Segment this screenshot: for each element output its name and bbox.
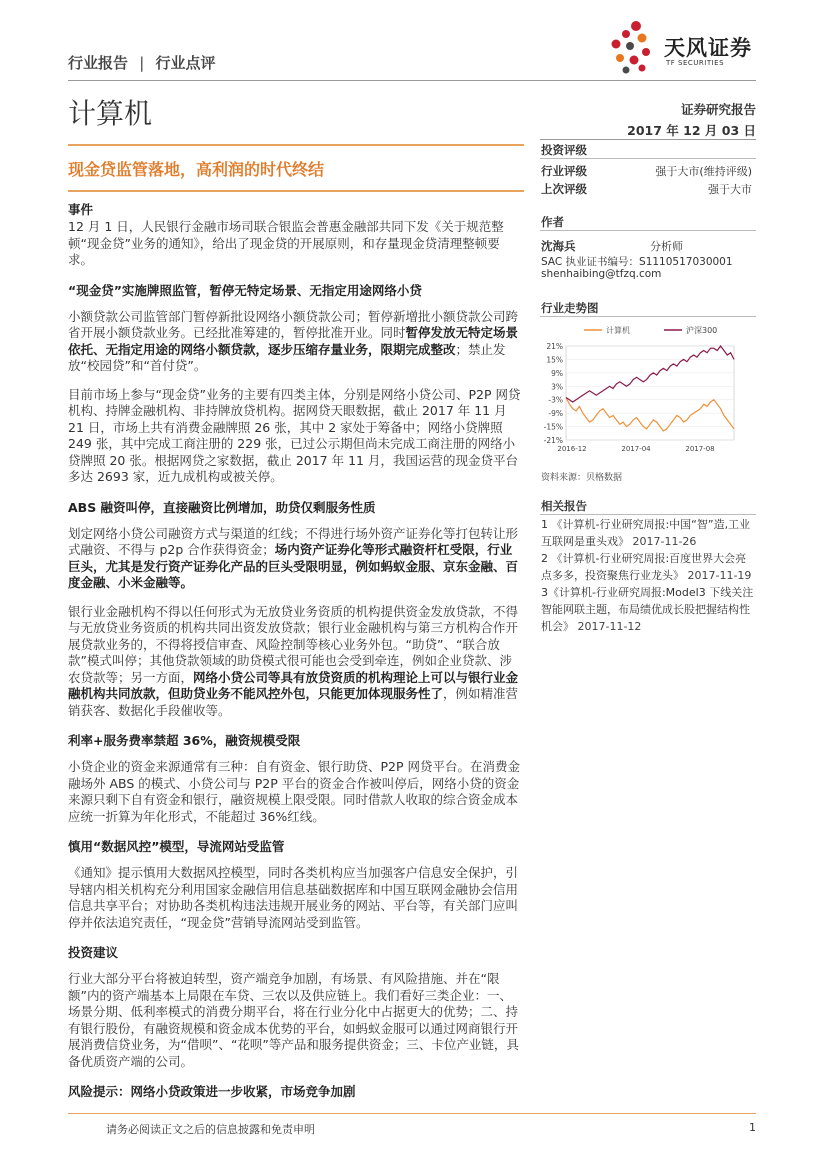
paragraph-emphasis: 暂停发放无特定场景依托、无指定用途的网络小额贷款，逐步压缩存量业务，限期完成整改 [68, 325, 519, 357]
trend-chart [540, 320, 756, 460]
headline: 现金贷监管落地，高利润的时代终结 [68, 160, 325, 179]
related-item-text: 3《计算机-行业研究周报:Model3 下线关注智能网联主题，布局绩优成长股把握结构性机会》 [541, 586, 754, 633]
prev-rating-value: 强于大市 [708, 183, 752, 196]
paragraph-text: 银行业金融机构不得以任何形式为无放贷业务资质的机构提供资金发放贷款，不得与无放贷业务资质的机构共同出资发放贷款；银行业金融机构与第三方机构合作开展贷款业务的，不得将授信审查、风险控制等核心业务外包。“助贷”、“联合放款”模式叫停；其他贷款领域的助贷模式很可能也会受到牵连，例如企业贷款、涉农贷款等；另一方面， [68, 603, 519, 685]
subcategory-label: 行业点评 [155, 54, 216, 72]
related-item-date: 2017-11-26 [632, 535, 697, 548]
series-line [566, 346, 734, 402]
related-item[interactable] [541, 550, 756, 584]
headline-rule [68, 190, 524, 192]
x-tick-label: 2016-12 [557, 445, 587, 453]
paragraph-text: ，例如精准营销获客、数据化手段催收等。 [68, 686, 519, 718]
page-number: 1 [749, 1121, 756, 1134]
category-label: 行业报告 [68, 54, 129, 72]
y-tick-label: -9% [548, 409, 563, 419]
related-item-date: 2017-11-12 [577, 620, 642, 633]
report-date: 2017 年 12 月 03 日 [627, 123, 756, 138]
rating-rule [540, 158, 756, 159]
risk-warning: 风险提示：网络小贷政策进一步收紧，市场竞争加剧 [68, 1084, 356, 1099]
author-email: shenhaibing@tfzq.com [541, 268, 662, 280]
y-tick-label: 21% [546, 342, 563, 351]
related-item-text: 2 《计算机-行业研究周报:百度世界大会亮点多多，投资聚焦行业龙头》 [541, 552, 747, 582]
rating-title: 投资评级 [541, 143, 587, 157]
prev-rating-label: 上次评级 [541, 182, 587, 196]
section-heading-abs: ABS 融资叫停，直接融资比例增加，助贷仅剩服务性质 [68, 499, 376, 515]
y-tick-label: 15% [546, 355, 563, 365]
event-paragraph: 12 月 1 日，人民银行金融市场司联合银监会普惠金融部共同下发《关于规范整顿“现金贷”业务的通知》，给出了现金贷的开展原则，和存量现金贷清理整顿要求。 [68, 219, 504, 267]
logo [606, 18, 766, 74]
x-tick-label: 2017-04 [621, 445, 651, 453]
rating-value: 强于大市(维持评级) [655, 165, 752, 178]
event-heading: 事件 [68, 202, 94, 217]
paragraph-market-players: 目前市场上参与“现金贷”业务的主要有四类主体，分别是网络小贷公司、P2P 网贷机构、持牌金融机构、非持牌放贷机构。据网贷天眼数据，截止 2017 年 11 月 21 日，市场上共有消费金融牌照 26 张，其中 2 家处于筹备中；网络小贷牌照 249 张，其中完成工商注册的 229 张，已过公示期但尚未完成工商注册的网络小贷牌照 20 张。根据网贷之家数据，截止 2017 年 11 月，我国运营的现金贷平台多达 2693 家，近九成机构或被关停。 [68, 386, 521, 484]
header-rule [68, 80, 756, 81]
paragraph-text: 小额贷款公司监管部门暂停新批设网络小额贷款公司；暂停新增批小额贷款公司跨省开展小额贷款业务。已经批准筹建的，暂停批准开业。同时 [68, 308, 519, 340]
logo-subtext: TF SECURITIES [666, 59, 725, 67]
chart-rule [540, 316, 756, 317]
x-tick-label: 2017-08 [685, 445, 715, 453]
section-heading-risk-model: 慎用“数据风控”模型，导流网站受监管 [68, 839, 285, 854]
author-name: 沈海兵 [541, 239, 576, 253]
legend-label: 沪深300 [686, 326, 718, 335]
related-item-date: 2017-11-19 [687, 569, 752, 582]
category-separator: | [139, 54, 145, 72]
author-role: 分析师 [650, 240, 683, 253]
paragraph-emphasis: 场内资产证券化等形式融资杆杠受限，行业巨头，尤其是发行资产证券化产品的巨头受限明显，例如蚂蚁金服、京东金融、百度金融、小米金融等。 [68, 542, 519, 590]
paragraph-text: 划定网络小贷公司融资方式与渠道的红线；不得进行场外资产证券化等打包转让形式融资、不得与 p2p 合作获得资金； [68, 525, 519, 557]
author-title: 作者 [541, 215, 564, 229]
paragraph-emphasis: 网络小贷公司等具有放贷资质的机构理论上可以与银行业金融机构共同放款，但助贷业务不能风控外包，只能更加体现服务性了 [68, 669, 519, 701]
report-category [68, 52, 216, 73]
section-heading-rates: 利率+服务费率禁超 36%，融资规模受限 [68, 733, 301, 748]
author-rule [540, 230, 756, 231]
industry-title: 计算机 [68, 97, 153, 130]
y-tick-label: 9% [551, 368, 563, 378]
title-rule-right [540, 139, 756, 140]
section-heading-investment: 投资建议 [68, 945, 119, 960]
paragraph-risk-model: 《通知》提示慎用大数据风控模型，同时各类机构应当加强客户信息安全保护，引导辖内相关机构充分利用国家金融信用信息基础数据库和中国互联网金融协会信用信息共享平台；对协助各类机构违法违规开展业务的网站、平台等，有关部门应叫停并依法追究责任，“现金贷”营销导流网站受到监管。 [68, 865, 519, 930]
footer-rule [68, 1113, 756, 1114]
series-line [566, 398, 734, 432]
y-tick-label: -21% [543, 436, 563, 445]
y-tick-label: 3% [551, 382, 563, 392]
paragraph-abs [68, 526, 524, 592]
main-body [68, 200, 524, 1100]
paragraph-investment: 行业大部分平台将被迫转型，资产端竞争加剧，有场景、有风险措施、并在“限额”内的资产端基本上局限在车贷、三农以及供应链上。我们看好三类企业：一、场景分期、低利率模式的消费分期平台，将在行业分化中占据更大的优势；二、持有银行股份，有融资规模和资金成本优势的平台，如蚂蚁金服可以通过网商银行开展消费信贷业务，为“借呗”、“花呗”等产品和服务提供资金；三、卡位产业链，具备优质资产端的公司。 [68, 971, 519, 1069]
section-heading-licensing: “现金贷”实施牌照监管，暂停无特定场景、无指定用途网络小贷 [68, 282, 422, 298]
paragraph-text: ；禁止发放“校园贷”和“首付贷”。 [68, 341, 506, 373]
logo-text: 天风证券 [664, 36, 752, 60]
plot-frame [566, 346, 734, 440]
paragraph-licensing [68, 309, 524, 375]
y-tick-label: -3% [548, 395, 563, 405]
y-tick-label: -15% [543, 422, 563, 432]
chart-title: 行业走势图 [541, 301, 599, 315]
footer-notice: 请务必阅读正文之后的信息披露和免责申明 [106, 1123, 315, 1136]
related-rule [540, 514, 756, 515]
related-item-text: 1 《计算机-行业研究周报:中国“智”造,工业互联网是重头戏》 [541, 518, 751, 548]
title-rule-left [68, 144, 524, 146]
related-list [541, 516, 756, 635]
rating-label: 行业评级 [541, 164, 587, 178]
chart-source: 资料来源：贝格数据 [541, 473, 623, 483]
related-item[interactable] [541, 516, 756, 550]
related-title: 相关报告 [541, 499, 587, 513]
report-type: 证券研究报告 [680, 102, 756, 117]
author-cert: SAC 执业证书编号：S1110517030001 [541, 256, 733, 268]
paragraph-rates: 小贷企业的资金来源通常有三种：自有资金、银行助贷、P2P 网贷平台。在消费金融场外 ABS 的模式、小贷公司与 P2P 平台的资金合作被叫停后，网络小贷的资金来源只剩下自有资金和银行，融资规模上限受限。同时借款人收取的综合资金成本应统一折算为年化形式，不能超过 36%红线。 [68, 759, 521, 824]
related-item[interactable] [541, 584, 756, 635]
legend-label: 计算机 [606, 326, 630, 335]
paragraph-banks [68, 604, 524, 720]
logo-mark-icon [606, 18, 658, 74]
